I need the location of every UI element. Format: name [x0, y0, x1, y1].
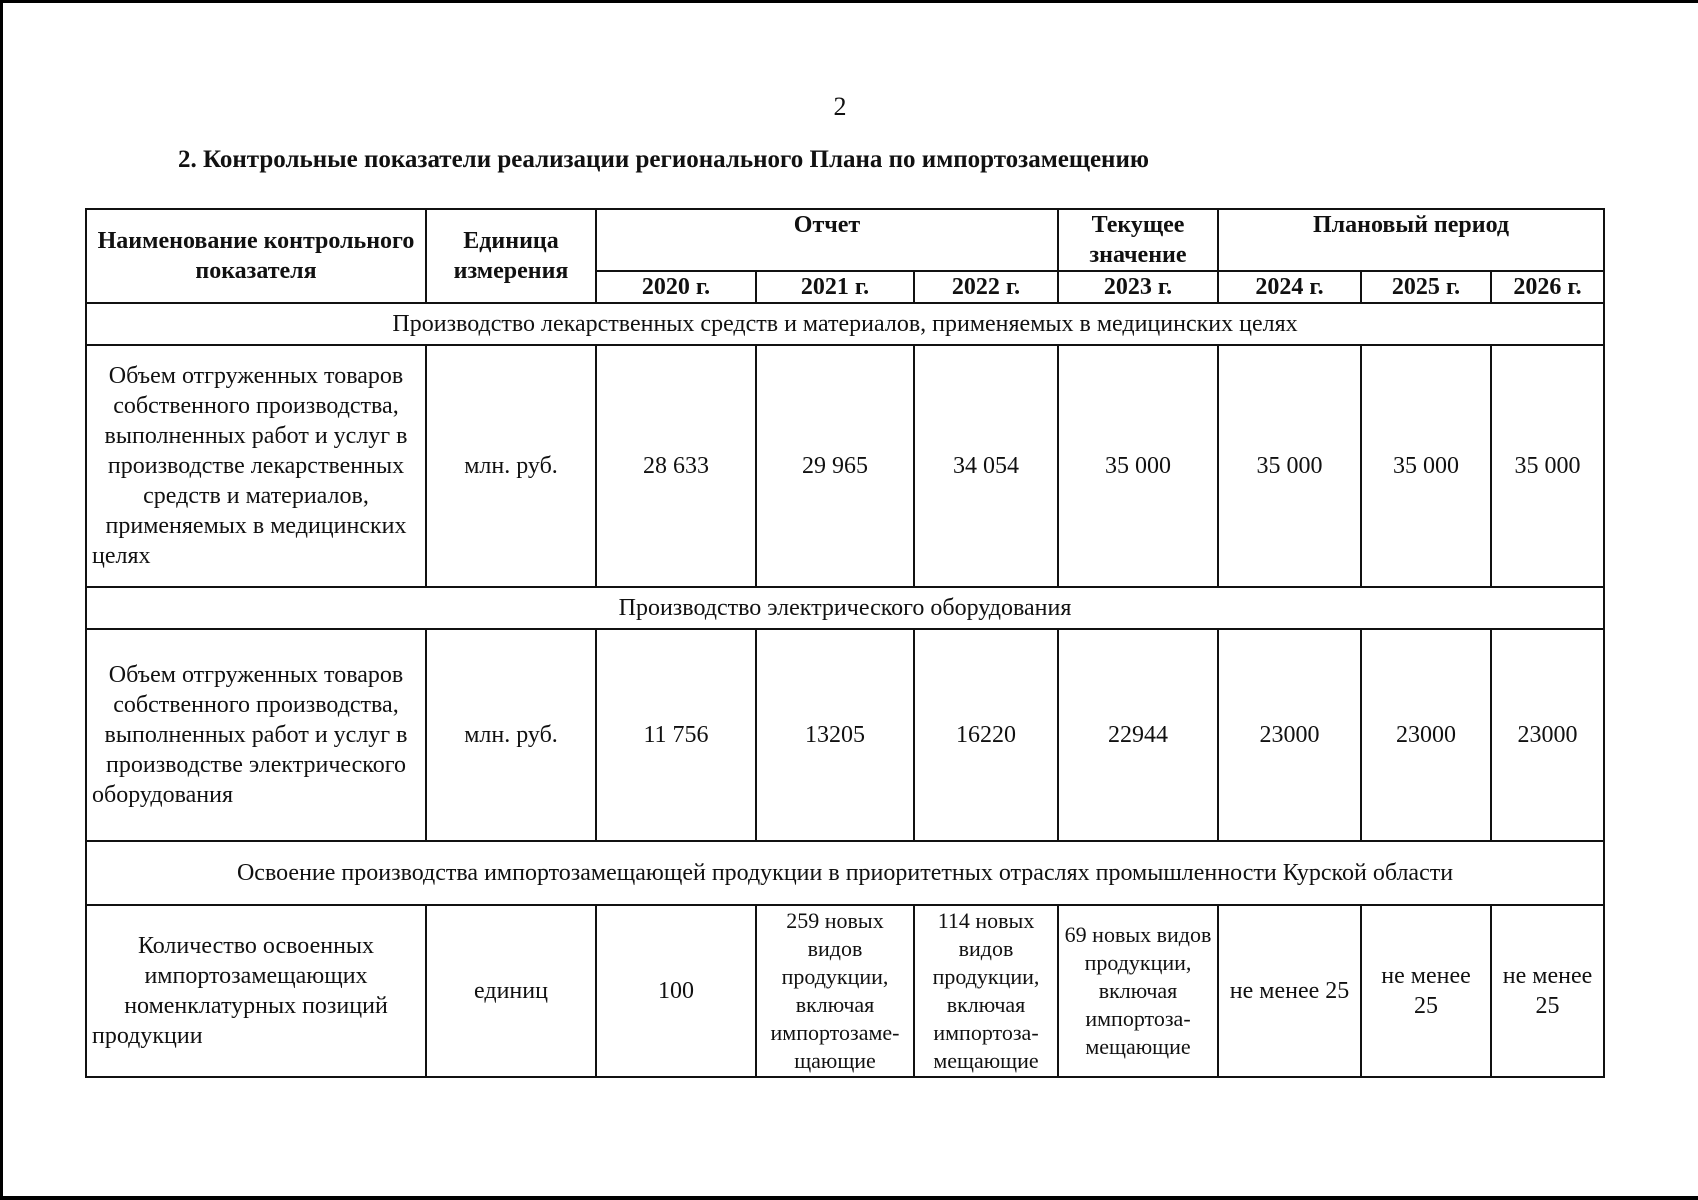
indicator-value: 11 756	[596, 629, 756, 841]
indicator-value: 28 633	[596, 345, 756, 587]
indicator-value: 114 новых видов продукции, включая импортоза-мещающие	[914, 905, 1058, 1077]
indicator-name: Количество освоенных импортозамещающих номенклатурных позиций продукции	[86, 905, 426, 1077]
header-year: 2023 г.	[1058, 271, 1218, 303]
scan-border-left	[0, 0, 3, 1200]
indicator-value: 35 000	[1491, 345, 1604, 587]
indicator-value: не менее 25	[1218, 905, 1361, 1077]
indicator-name: Объем отгруженных товаров собственного производства, выполненных работ и услуг в производстве электрического оборудования	[86, 629, 426, 841]
header-plan: Плановый период	[1218, 209, 1604, 271]
indicator-value: 29 965	[756, 345, 914, 587]
indicator-value: 69 новых видов продукции, включая импортоза-мещающие	[1058, 905, 1218, 1077]
scan-border-bottom	[0, 1196, 1698, 1200]
header-year: 2020 г.	[596, 271, 756, 303]
page-number: 2	[833, 92, 847, 121]
indicator-value: 16220	[914, 629, 1058, 841]
header-name: Наименование контрольного показателя	[86, 209, 426, 303]
header-unit: Единица измерения	[426, 209, 596, 303]
header-current: Текущее значение	[1058, 209, 1218, 271]
scan-border-top	[0, 0, 1698, 3]
indicator-value: 23000	[1218, 629, 1361, 841]
indicator-value: не менее 25	[1361, 905, 1491, 1077]
indicator-value: 35 000	[1058, 345, 1218, 587]
section-title: Производство лекарственных средств и материалов, применяемых в медицинских целях	[86, 303, 1604, 345]
indicator-unit: млн. руб.	[426, 629, 596, 841]
header-year: 2025 г.	[1361, 271, 1491, 303]
header-year: 2024 г.	[1218, 271, 1361, 303]
header-year: 2022 г.	[914, 271, 1058, 303]
indicator-name: Объем отгруженных товаров собственного производства, выполненных работ и услуг в производстве лекарственных средств и материалов, применяемых в медицинских целях	[86, 345, 426, 587]
indicator-value: 35 000	[1218, 345, 1361, 587]
indicators-table	[85, 208, 1605, 1078]
indicator-value: не менее 25	[1491, 905, 1604, 1077]
header-report: Отчет	[596, 209, 1058, 271]
indicator-unit: единиц	[426, 905, 596, 1077]
section-title: Освоение производства импортозамещающей продукции в приоритетных отраслях промышленности Курской области	[86, 841, 1604, 905]
indicator-value: 259 новых видов продукции, включая импортозаме-щающие	[756, 905, 914, 1077]
indicator-value: 34 054	[914, 345, 1058, 587]
indicator-value: 35 000	[1361, 345, 1491, 587]
indicator-value: 23000	[1491, 629, 1604, 841]
indicator-unit: млн. руб.	[426, 345, 596, 587]
header-year: 2026 г.	[1491, 271, 1604, 303]
indicator-value: 13205	[756, 629, 914, 841]
indicator-value: 100	[596, 905, 756, 1077]
document-title: 2. Контрольные показатели реализации регионального Плана по импортозамещению	[178, 146, 1149, 173]
indicator-value: 23000	[1361, 629, 1491, 841]
section-title: Производство электрического оборудования	[86, 587, 1604, 629]
header-year: 2021 г.	[756, 271, 914, 303]
indicator-value: 22944	[1058, 629, 1218, 841]
